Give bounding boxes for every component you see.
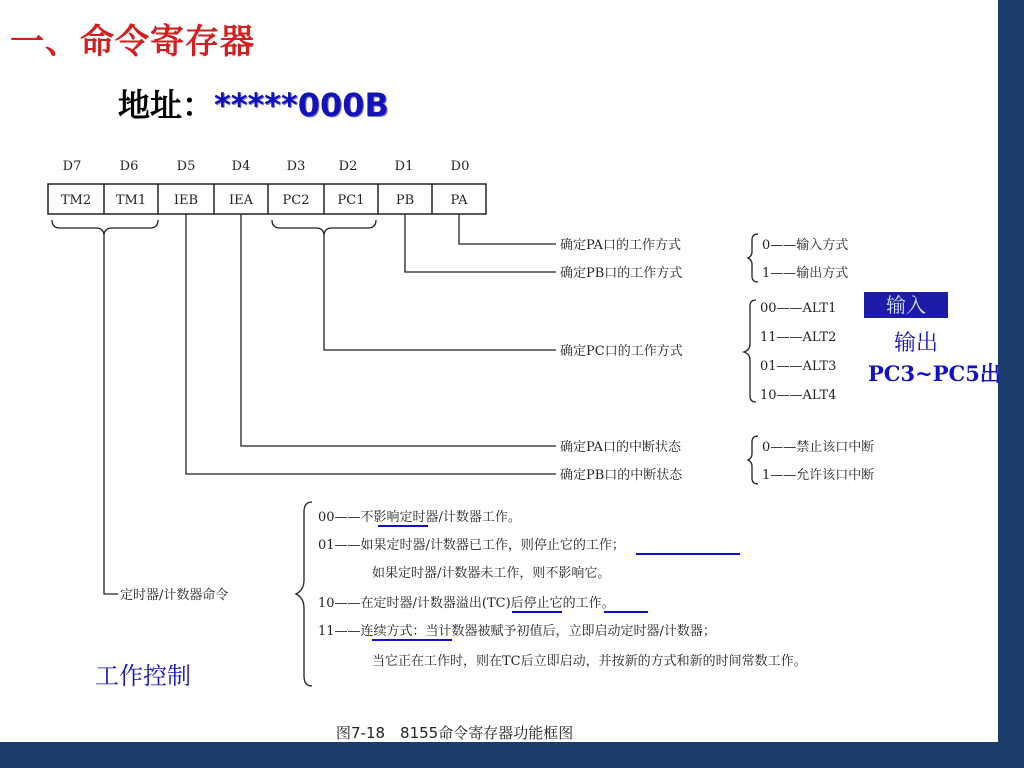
option-alt2: 11——ALT2 (760, 330, 837, 345)
field-ieb: IEB (173, 193, 199, 208)
slide-title: 一、命令寄存器 (10, 22, 255, 62)
connector-lines (104, 214, 556, 594)
field-pc1: PC1 (337, 193, 365, 208)
bit-label: D4 (231, 159, 251, 174)
option-input: 0——输入方式 (762, 238, 849, 253)
desc-pb-mode: 确定PB口的工作方式 (560, 266, 683, 281)
bit-label: D0 (450, 159, 470, 174)
timer-option-01: 01——如果定时器/计数器已工作，则停止它的工作； (318, 538, 625, 553)
slide-frame-bottom (0, 742, 1024, 768)
option-int-enable: 1——允许该口中断 (762, 468, 875, 483)
register-fields (61, 193, 468, 208)
desc-pa-mode: 确定PA口的工作方式 (560, 238, 681, 253)
input-badge: 输入 (864, 292, 948, 318)
bit-label: D3 (286, 159, 306, 174)
timer-option-11-cont: 当它正在工作时，则在TC后立即启动，并按新的方式和新的时间常数工作。 (372, 654, 807, 669)
desc-pb-int: 确定PB口的中断状态 (560, 468, 683, 483)
desc-pc-mode: 确定PC口的工作方式 (560, 344, 683, 359)
pc3-pc5-annotation: PC3~PC5出 (868, 361, 1001, 386)
bit-label: D2 (338, 159, 358, 174)
option-int-disable: 0——禁止该口中断 (762, 440, 875, 455)
bit-label: D1 (394, 159, 414, 174)
bit-label: D6 (119, 159, 139, 174)
desc-timer-cmd: 定时器/计数器命令 (120, 588, 229, 603)
field-tm2: TM2 (60, 193, 92, 208)
bit-labels (63, 159, 470, 174)
field-tm1: TM1 (115, 193, 147, 208)
timer-option-00: 00——不影响定时器/计数器工作。 (318, 510, 521, 525)
address-value: *****000B (214, 86, 389, 124)
field-iea: IEA (228, 193, 254, 208)
bit-label: D7 (62, 159, 82, 174)
field-pa: PA (450, 193, 468, 208)
register-braces (52, 220, 376, 236)
address-label: 地址： (118, 86, 215, 124)
timer-option-11: 11——连续方式：当计数器被赋予初值后，立即启动定时器/计数器； (318, 624, 716, 639)
bit-label: D5 (176, 159, 196, 174)
output-annotation: 输出 (894, 331, 939, 356)
desc-pa-int: 确定PA口的中断状态 (560, 440, 681, 455)
field-pb: PB (395, 193, 415, 208)
work-control-annotation: 工作控制 (95, 662, 191, 690)
option-output: 1——输出方式 (762, 266, 849, 281)
register-cells (48, 184, 486, 214)
option-braces (296, 234, 758, 686)
timer-option-10: 10——在定时器/计数器溢出(TC)后停止它的工作。 (318, 596, 615, 611)
option-alt4: 10——ALT4 (760, 388, 837, 403)
field-pc2: PC2 (282, 193, 310, 208)
option-alt3: 01——ALT3 (760, 359, 837, 374)
figure-caption: 图7-18 8155命令寄存器功能框图 (336, 724, 574, 742)
option-alt1: 00——ALT1 (760, 301, 837, 316)
timer-option-01-cont: 如果定时器/计数器未工作，则不影响它。 (372, 566, 611, 581)
